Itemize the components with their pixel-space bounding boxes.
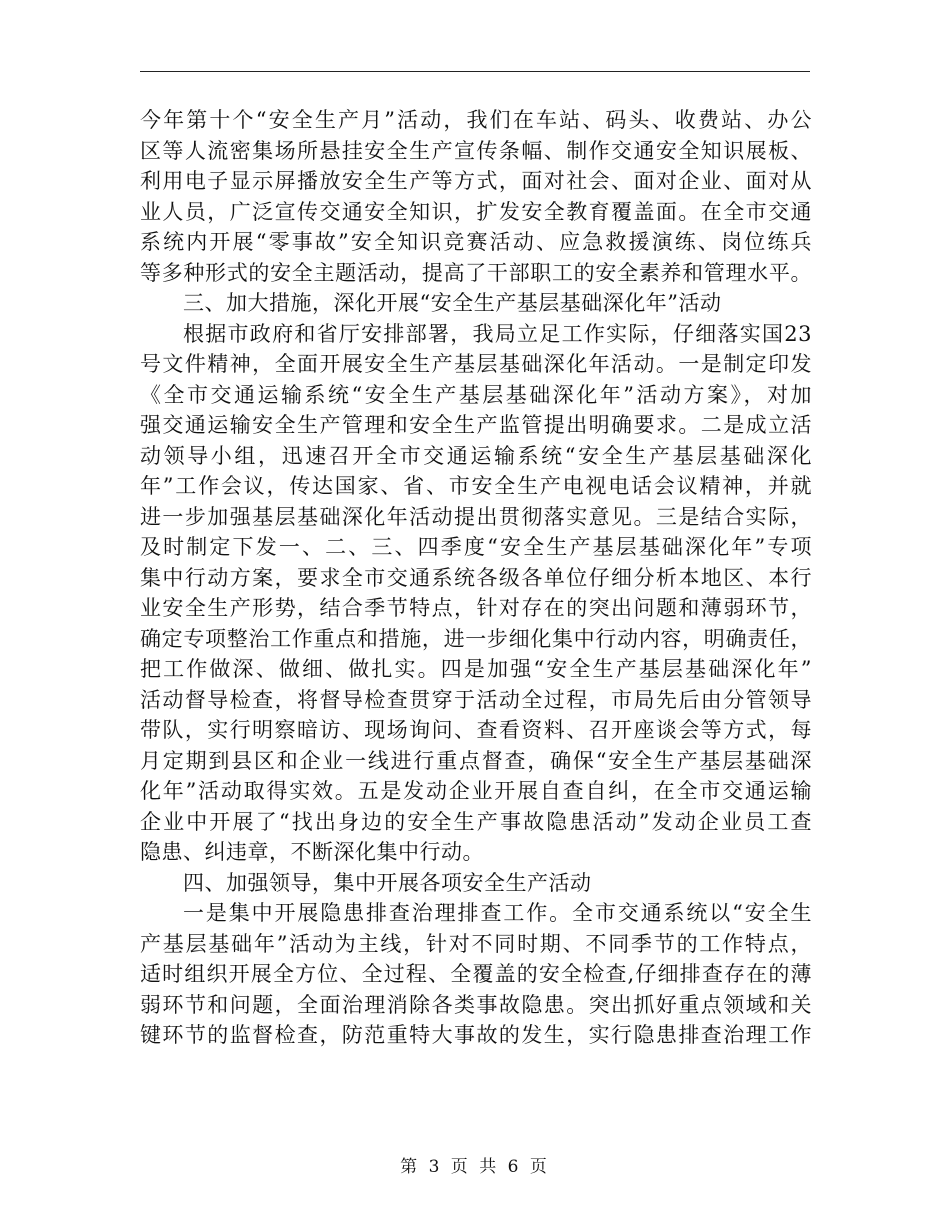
header-rule — [140, 71, 810, 72]
text-line: 化年”活动取得实效。五是发动企业开展自查自纠，在全市交通运输 — [140, 779, 812, 803]
text-line: 根据市政府和省厅安排部署，我局立足工作实际，仔细落实国23 — [183, 321, 812, 346]
text-line: 业安全生产形势，结合季节特点，针对存在的突出问题和薄弱环节， — [140, 596, 812, 620]
text-line: 动领导小组，迅速召开全市交通运输系统“安全生产基层基础深化 — [140, 443, 812, 468]
text-line: 企业中开展了“找出身边的安全生产事故隐患活动”发动企业员工查 — [140, 809, 812, 834]
text-line: 等多种形式的安全主题活动，提高了干部职工的安全素养和管理水平。 — [140, 260, 812, 285]
text-line: 三、加大措施，深化开展“安全生产基层基础深化年”活动 — [183, 291, 722, 315]
text-line: 今年第十个“安全生产月”活动，我们在车站、码头、收费站、办公 — [140, 108, 812, 132]
document-body — [140, 105, 812, 1051]
text-line: 弱环节和问题，全面治理消除各类事故隐患。突出抓好重点领域和关 — [140, 992, 812, 1017]
text-line: 适时组织开展全方位、全过程、全覆盖的安全检查,仔细排查存在的薄 — [140, 962, 812, 986]
text-line: 业人员，广泛宣传交通安全知识，扩发安全教育覆盖面。在全市交通 — [140, 199, 812, 224]
text-line: 年”工作会议，传达国家、省、市安全生产电视电话会议精神，并就 — [140, 474, 812, 498]
page-number-footer: 第 3 页 共 6 页 — [400, 1157, 550, 1177]
text-line: 系统内开展“零事故”安全知识竞赛活动、应急救援演练、岗位练兵 — [140, 230, 812, 254]
text-line: 产基层基础年”活动为主线，针对不同时期、不同季节的工作特点， — [140, 931, 812, 956]
text-line: 带队，实行明察暗访、现场询问、查看资料、召开座谈会等方式，每 — [140, 718, 812, 742]
text-line: 活动督导检查，将督导检查贯穿于活动全过程，市局先后由分管领导 — [140, 687, 812, 712]
text-line: 确定专项整治工作重点和措施，进一步细化集中行动内容，明确责任， — [140, 626, 812, 651]
text-line: 《全市交通运输系统“安全生产基层基础深化年”活动方案》，对加 — [140, 382, 812, 407]
text-line: 月定期到县区和企业一线进行重点督查，确保“安全生产基层基础深 — [140, 748, 812, 773]
text-line: 利用电子显示屏播放安全生产等方式，面对社会、面对企业、面对从 — [140, 169, 812, 193]
text-line: 键环节的监督检查，防范重特大事故的发生，实行隐患排查治理工作 — [140, 1023, 812, 1047]
text-line: 集中行动方案，要求全市交通系统各级各单位仔细分析本地区、本行 — [140, 565, 812, 590]
text-line: 及时制定下发一、二、三、四季度“安全生产基层基础深化年”专项 — [140, 535, 812, 559]
text-line: 把工作做深、做细、做扎实。四是加强“安全生产基层基础深化年” — [140, 657, 812, 681]
text-line: 区等人流密集场所悬挂安全生产宣传条幅、制作交通安全知识展板、 — [140, 138, 812, 163]
text-line: 进一步加强基层基础深化年活动提出贯彻落实意见。三是结合实际， — [140, 504, 812, 529]
text-line: 一是集中开展隐患排查治理排查工作。全市交通系统以“安全生 — [183, 901, 812, 925]
text-line: 强交通运输安全生产管理和安全生产监管提出明确要求。二是成立活 — [140, 413, 812, 437]
text-line: 号文件精神，全面开展安全生产基层基础深化年活动。一是制定印发 — [140, 352, 812, 376]
text-line: 隐患、纠违章，不断深化集中行动。 — [140, 840, 484, 864]
text-line: 四、加强领导，集中开展各项安全生产活动 — [183, 870, 592, 895]
